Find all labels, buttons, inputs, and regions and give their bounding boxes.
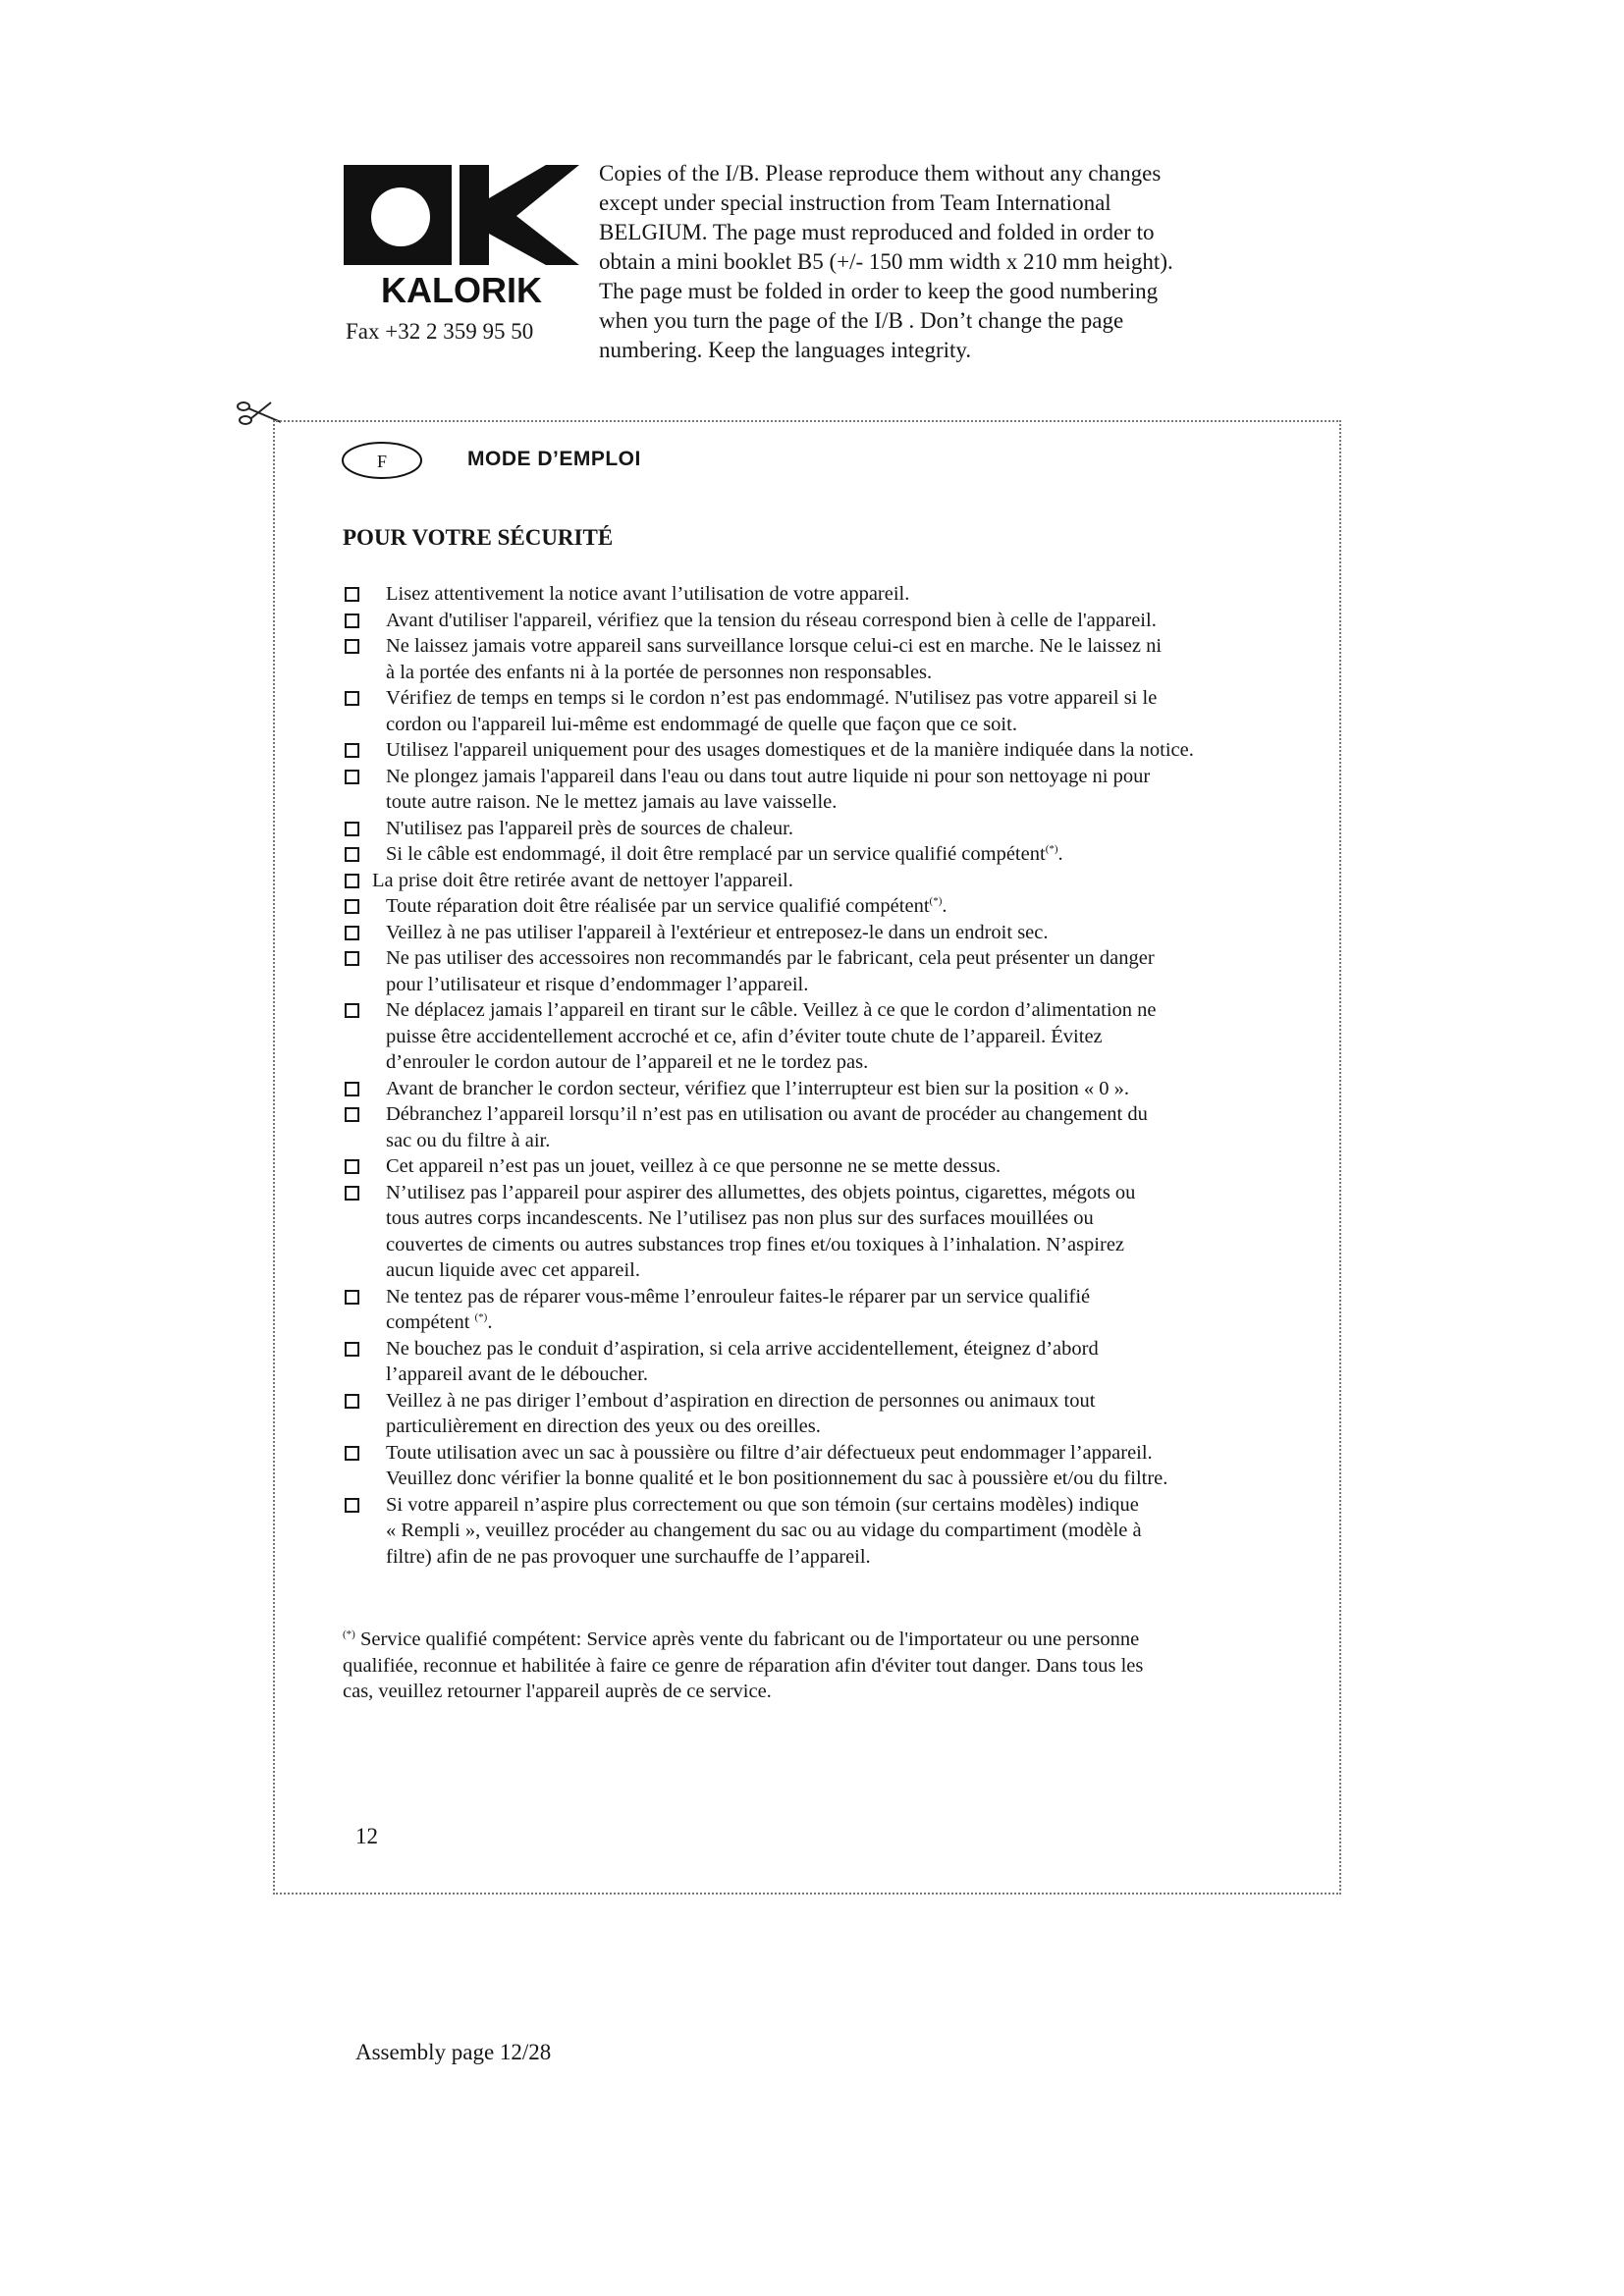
safety-item-line: sac ou du filtre à air. <box>386 1129 551 1151</box>
checkbox-bullet-icon <box>345 1186 359 1201</box>
safety-item-text <box>386 764 1325 816</box>
checkbox-bullet-icon <box>345 1498 359 1513</box>
safety-item-text <box>372 868 1325 894</box>
safety-item <box>343 1492 1325 1571</box>
safety-item-line: Si le câble est endommagé, il doit être remplacé par un service qualifié compétent(*). <box>386 843 1063 865</box>
safety-item-text <box>386 737 1325 764</box>
checkbox-bullet-icon <box>345 1107 359 1122</box>
checkbox-bullet-icon <box>345 951 359 966</box>
checkbox-bullet-icon <box>345 770 359 784</box>
safety-item-line: couvertes de ciments ou autres substances trop fines et/ou toxiques à l’inhalation. N’aspirez <box>386 1233 1125 1255</box>
safety-item <box>343 1388 1325 1440</box>
safety-item <box>343 581 1325 608</box>
checkbox-bullet-icon <box>345 874 359 888</box>
safety-item-text <box>386 997 1325 1076</box>
safety-item <box>343 1336 1325 1388</box>
footnote <box>343 1627 1325 1705</box>
safety-item-line: N’utilisez pas l’appareil pour aspirer des allumettes, des objets pointus, cigarettes, mégots ou <box>386 1181 1136 1203</box>
checkbox-bullet-icon <box>345 1446 359 1461</box>
logo-wordmark: KALORIK <box>381 270 542 307</box>
safety-item-line: Toute utilisation avec un sac à poussière ou filtre d’air défectueux peut endommager l’appareil. <box>386 1441 1153 1464</box>
safety-item-line: aucun liquide avec cet appareil. <box>386 1259 640 1281</box>
fax-number: Fax +32 2 359 95 50 <box>346 319 534 344</box>
safety-item-line: Débranchez l’appareil lorsqu’il n’est pas en utilisation ou avant de procéder au changement du <box>386 1103 1148 1125</box>
safety-item-line: Vérifiez de temps en temps si le cordon n’est pas endommagé. N'utilisez pas votre appareil si le <box>386 687 1158 709</box>
safety-item <box>343 997 1325 1076</box>
footnote-mark: (*) <box>343 1629 355 1641</box>
safety-item-line: Ne pas utiliser des accessoires non recommandés par le fabricant, cela peut présenter un danger <box>386 947 1155 969</box>
header <box>344 155 1286 381</box>
footnote-reference: (*) <box>1045 843 1058 856</box>
note-line: The page must be folded in order to keep the good numbering <box>599 279 1159 303</box>
note-line: except under special instruction from Team International <box>599 190 1111 215</box>
mode-title: MODE D’EMPLOI <box>467 448 641 470</box>
checkbox-bullet-icon <box>345 847 359 862</box>
safety-item-line: cordon ou l'appareil lui-même est endommagé de quelle que façon que ce soit. <box>386 713 1017 735</box>
checkbox-bullet-icon <box>345 587 359 602</box>
safety-item-line: l’appareil avant de le déboucher. <box>386 1363 648 1385</box>
safety-item-line: La prise doit être retirée avant de nettoyer l'appareil. <box>372 869 793 891</box>
section-title: POUR VOTRE SÉCURITÉ <box>343 525 614 550</box>
safety-item <box>343 685 1325 737</box>
safety-item-line: Veuillez donc vérifier la bonne qualité et le bon positionnement du sac à poussière et/ou du filtre. <box>386 1468 1168 1489</box>
checkbox-bullet-icon <box>345 691 359 706</box>
safety-item-line: Avant d'utiliser l'appareil, vérifiez que la tension du réseau correspond bien à celle de l'appareil. <box>386 609 1157 631</box>
kalorik-logo <box>344 165 579 307</box>
safety-item-line: Ne tentez pas de réparer vous-même l’enrouleur faites-le réparer par un service qualifié <box>386 1285 1091 1308</box>
safety-item-line: Ne plongez jamais l'appareil dans l'eau ou dans tout autre liquide ni pour son nettoyage ni pour <box>386 765 1151 787</box>
checkbox-bullet-icon <box>345 639 359 654</box>
safety-item-text <box>386 841 1325 868</box>
safety-item <box>343 1101 1325 1153</box>
footnote-line: qualifiée, reconnue et habilitée à faire ce genre de réparation afin d'éviter tout danger. Dans tous les <box>343 1654 1144 1677</box>
checkbox-bullet-icon <box>345 1342 359 1357</box>
safety-item-line: Ne bouchez pas le conduit d’aspiration, si cela arrive accidentellement, éteignez d’abord <box>386 1337 1099 1360</box>
safety-item <box>343 633 1325 685</box>
footnote-line: cas, veuillez retourner l'appareil auprès de ce service. <box>343 1681 772 1702</box>
safety-item-text <box>386 633 1325 685</box>
checkbox-bullet-icon <box>345 899 359 914</box>
safety-item-line: tous autres corps incandescents. Ne l’utilisez pas non plus sur des surfaces mouillées ou <box>386 1207 1094 1229</box>
checkbox-bullet-icon <box>345 743 359 758</box>
safety-item-line: « Rempli », veuillez procéder au changement du sac ou au vidage du compartiment (modèle à <box>386 1520 1142 1541</box>
safety-item-text <box>386 1101 1325 1153</box>
safety-item <box>343 920 1325 946</box>
safety-item-text <box>386 685 1325 737</box>
safety-item <box>343 816 1325 842</box>
checkbox-bullet-icon <box>345 614 359 628</box>
reproduction-note <box>599 159 1286 365</box>
safety-item-text <box>386 1492 1325 1571</box>
checkbox-bullet-icon <box>345 926 359 940</box>
safety-item-line: Veillez à ne pas utiliser l'appareil à l'extérieur et entreposez-le dans un endroit sec. <box>386 921 1049 943</box>
safety-item-text <box>386 581 1325 608</box>
language-badge <box>340 440 424 481</box>
safety-item-line: toute autre raison. Ne le mettez jamais au lave vaisselle. <box>386 791 838 813</box>
safety-item-line: pour l’utilisateur et risque d’endommager l’appareil. <box>386 973 809 995</box>
safety-item-text <box>386 1284 1325 1336</box>
safety-item <box>343 1440 1325 1492</box>
safety-item-text <box>386 920 1325 946</box>
safety-item <box>343 1076 1325 1102</box>
safety-item-text <box>386 1336 1325 1388</box>
safety-item-text <box>386 608 1325 634</box>
safety-item-text <box>386 1388 1325 1440</box>
safety-item <box>343 893 1325 920</box>
checkbox-bullet-icon <box>345 1082 359 1096</box>
safety-item <box>343 1180 1325 1284</box>
safety-item-text <box>386 1180 1325 1284</box>
safety-item-line: filtre) afin de ne pas provoquer une surchauffe de l’appareil. <box>386 1545 871 1568</box>
safety-item <box>343 1153 1325 1180</box>
safety-item <box>343 841 1325 868</box>
safety-item-line: Veillez à ne pas diriger l’embout d’aspiration en direction de personnes ou animaux tout <box>386 1389 1096 1412</box>
checkbox-bullet-icon <box>345 1159 359 1174</box>
note-line: Copies of the I/B. Please reproduce them without any changes <box>599 161 1162 186</box>
safety-item <box>343 868 1325 894</box>
safety-item-text <box>386 893 1325 920</box>
safety-item-line: Si votre appareil n’aspire plus correctement ou que son témoin (sur certains modèles) indique <box>386 1493 1139 1516</box>
note-line: when you turn the page of the I/B . Don’t change the page <box>599 308 1124 333</box>
safety-item-line: d’enrouler le cordon autour de l’appareil et ne le tordez pas. <box>386 1051 869 1073</box>
safety-list <box>343 581 1325 1570</box>
checkbox-bullet-icon <box>345 822 359 836</box>
checkbox-bullet-icon <box>345 1394 359 1409</box>
page-number: 12 <box>355 1824 378 1848</box>
safety-item <box>343 764 1325 816</box>
note-line: numbering. Keep the languages integrity. <box>599 338 972 362</box>
footnote-reference: (*) <box>474 1311 488 1324</box>
safety-item-line: Cet appareil n’est pas un jouet, veillez à ce que personne ne se mette dessus. <box>386 1155 1001 1177</box>
safety-item <box>343 945 1325 997</box>
safety-item-line: N'utilisez pas l'appareil près de sources de chaleur. <box>386 817 793 839</box>
safety-item-line: Ne laissez jamais votre appareil sans surveillance lorsque celui-ci est en marche. Ne le laissez ni <box>386 635 1163 657</box>
safety-item-line: puisse être accidentellement accroché et ce, afin d’éviter toute chute de l’appareil. Évitez <box>386 1025 1103 1047</box>
note-line: BELGIUM. The page must reproduced and folded in order to <box>599 220 1155 244</box>
safety-item <box>343 608 1325 634</box>
footnote-reference: (*) <box>929 895 943 908</box>
safety-item-line: Ne déplacez jamais l’appareil en tirant sur le câble. Veillez à ce que le cordon d’alimentation ne <box>386 999 1157 1021</box>
checkbox-bullet-icon <box>345 1003 359 1018</box>
safety-item <box>343 1284 1325 1336</box>
safety-item-text <box>386 1076 1325 1102</box>
safety-item <box>343 737 1325 764</box>
language-badge-label: F <box>376 452 388 471</box>
safety-item-line: Avant de brancher le cordon secteur, vérifiez que l’interrupteur est bien sur la position « 0 ». <box>386 1077 1130 1099</box>
safety-item-line: Toute réparation doit être réalisée par un service qualifié compétent(*). <box>386 895 947 917</box>
safety-item-line: Utilisez l'appareil uniquement pour des usages domestiques et de la manière indiquée dans la notice. <box>386 739 1194 761</box>
footnote-line: (*) Service qualifié compétent: Service après vente du fabricant ou de l'importateur ou une personne <box>343 1629 1140 1650</box>
safety-item-line: particulièrement en direction des yeux ou des oreilles. <box>386 1415 821 1437</box>
safety-item-text <box>386 1153 1325 1180</box>
safety-item-line: compétent (*). <box>386 1311 493 1333</box>
assembly-page-label: Assembly page 12/28 <box>355 2040 552 2064</box>
note-line: obtain a mini booklet B5 (+/- 150 mm width x 210 mm height). <box>599 249 1173 274</box>
safety-item-text <box>386 1440 1325 1492</box>
checkbox-bullet-icon <box>345 1290 359 1305</box>
safety-item-text <box>386 816 1325 842</box>
safety-item-line: à la portée des enfants ni à la portée de personnes non responsables. <box>386 661 933 683</box>
safety-item-line: Lisez attentivement la notice avant l’utilisation de votre appareil. <box>386 583 910 605</box>
safety-item-text <box>386 945 1325 997</box>
